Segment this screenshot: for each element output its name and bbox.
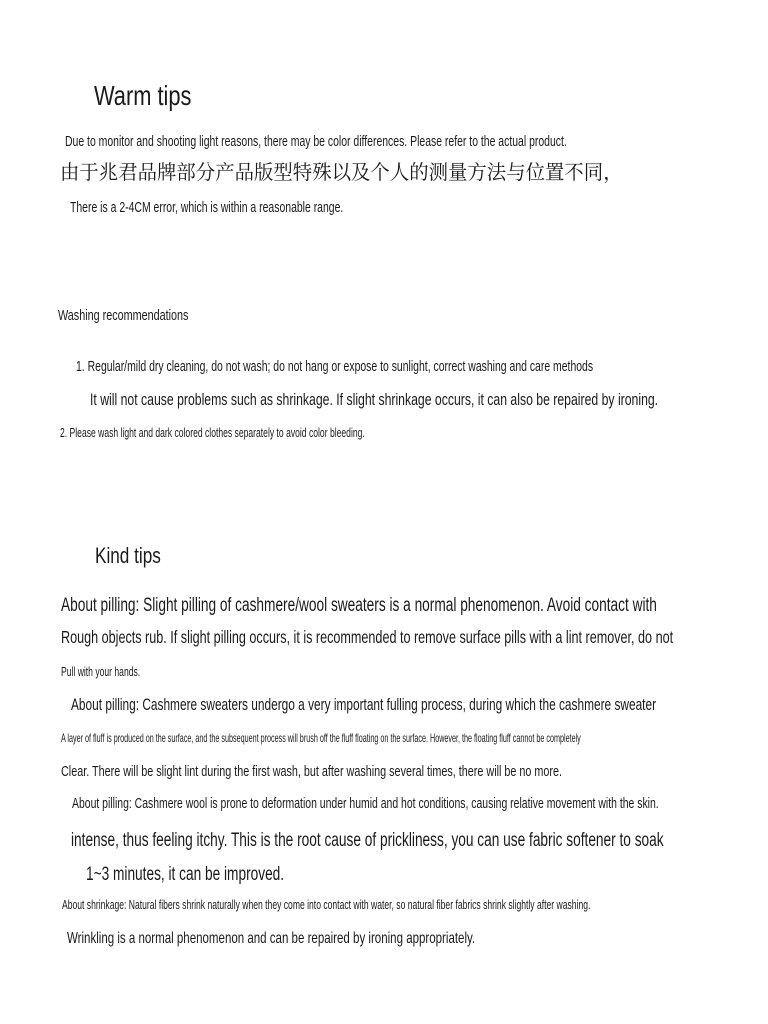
kind-tip-line: A layer of fluff is produced on the surface, and the subsequent process will brush off the fluff floating on the surface. However, the floating fluff cannot be completely (61, 731, 581, 745)
washing-item-1: 1. Regular/mild dry cleaning, do not wash; do not hang or expose to sunlight, correct washing and care methods (76, 359, 594, 375)
measurement-note-cn: 由于兆君品牌部分产品版型特殊以及个人的测量方法与位置不同， (60, 160, 623, 184)
kind-tip-line: About pilling: Cashmere sweaters undergo a very important fulling process, during which the cashmere sweater (71, 696, 657, 714)
washing-item-1-continued: It will not cause problems such as shrinkage. If slight shrinkage occurs, it can also be repaired by ironing. (90, 390, 659, 409)
kind-tip-line: About pilling: Cashmere wool is prone to deformation under humid and hot conditions, causing relative movement with the skin. (72, 796, 659, 812)
error-range-note: There is a 2-4CM error, which is within a reasonable range. (70, 200, 344, 216)
kind-tip-line: 1~3 minutes, it can be improved. (86, 864, 285, 885)
washing-item-2: 2. Please wash light and dark colored clothes separately to avoid color bleeding. (60, 425, 365, 440)
kind-tip-line: About shrinkage: Natural fibers shrink naturally when they come into contact with water, so natural fiber fabrics shrink slightly after washing. (62, 897, 591, 912)
kind-tips-title: Kind tips (95, 543, 161, 568)
kind-tip-line: Pull with your hands. (61, 664, 141, 679)
kind-tip-line: Rough objects rub. If slight pilling occurs, it is recommended to remove surface pills with a lint remover, do not (61, 627, 674, 647)
kind-tip-line: About pilling: Slight pilling of cashmere/wool sweaters is a normal phenomenon. Avoid contact with (61, 595, 657, 616)
kind-tip-line: Wrinkling is a normal phenomenon and can be repaired by ironing appropriately. (67, 930, 476, 947)
color-difference-note: Due to monitor and shooting light reasons, there may be color differences. Please refer to the actual product. (65, 134, 567, 150)
washing-title: Washing recommendations (58, 307, 189, 324)
warm-tips-title: Warm tips (94, 80, 192, 111)
kind-tip-line: intense, thus feeling itchy. This is the root cause of prickliness, you can use fabric softener to soak (71, 830, 664, 851)
kind-tip-line: Clear. There will be slight lint during the first wash, but after washing several times, there will be no more. (61, 763, 563, 780)
